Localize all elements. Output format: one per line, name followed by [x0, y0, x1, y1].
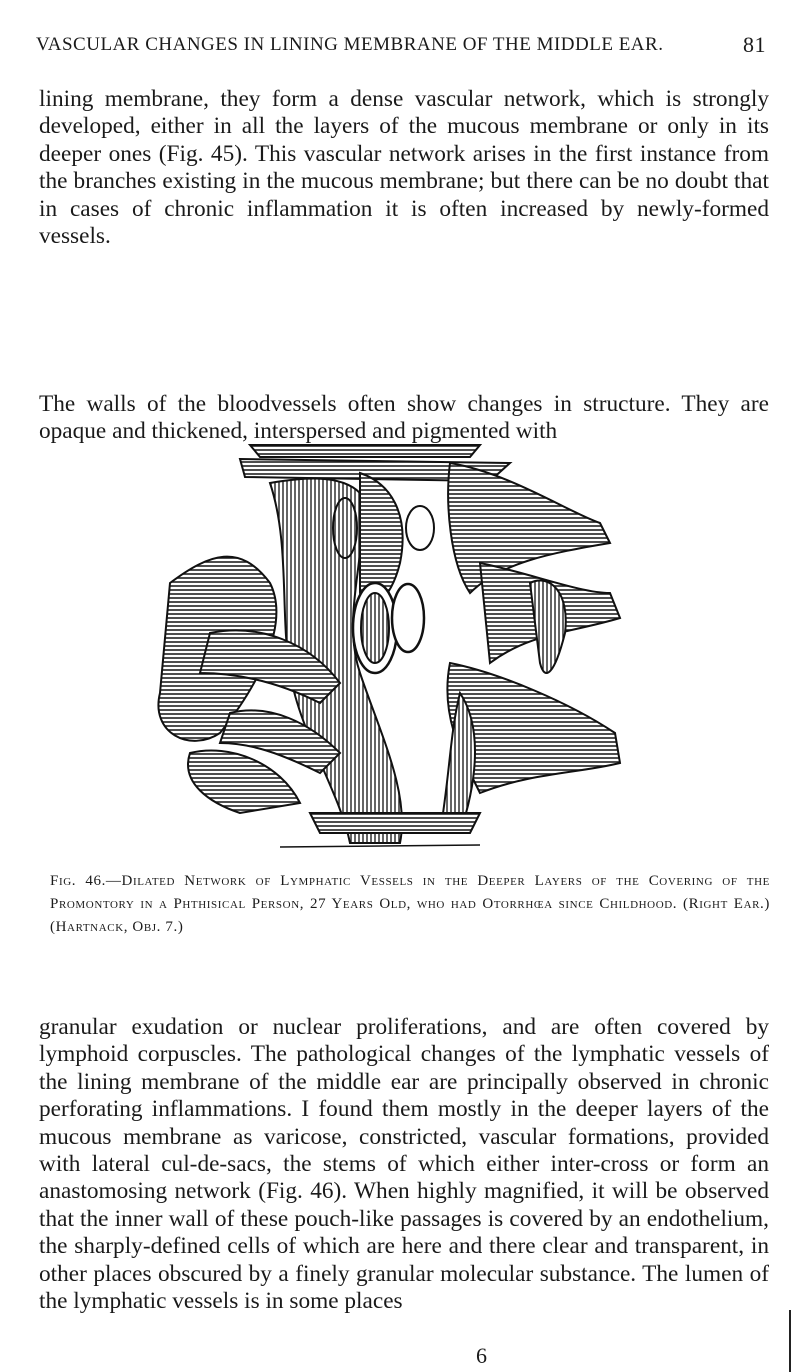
running-head: [36, 34, 766, 56]
figure-caption: Fig. 46.—Dilated Network of Lymphatic Vessels in the Deeper Layers of the Covering of the Promontory in a Phthisical Person, 27 Years Old, who had Otorrhœa since Childhood. (Right Ear.) (Hartnack, Obj. 7.): [50, 873, 770, 935]
lymphatic-vessel-network: [158, 445, 620, 847]
paragraph-vascular-network: lining membrane, they form a dense vascular network, which is strongly developed, either in all the layers of the mucous membrane or only in its deeper ones (Fig. 45). This vascular network arises in the first instance from the branches existing in the mucous membrane; but there can be no doubt that in cases of chronic inflammation it is often increased by newly-formed vessels.: [39, 86, 769, 250]
paragraph-lymphatic-changes: granular exudation or nuclear proliferations, and are often covered by lymphoid corpuscles. The pathological changes of the lymphatic vessels of the lining membrane of the middle ear are principally observed in chronic perforating inflammations. I found them mostly in the deeper layers of the mucous membrane as varicose, constricted, vascular formations, provided with lateral cul-de-sacs, the stems of which either inter-cross or form an anastomosing network (Fig. 46). When highly magnified, it will be observed that the inner wall of these pouch-like passages is covered by an endothelium, the sharply-defined cells of which are here and there clear and transparent, in other places obscured by a finely granular molecular substance. The lumen of the lymphatic vessels is in some places: [39, 1014, 769, 1315]
signature-mark: 6: [476, 1343, 487, 1368]
figure-46-illustration: [150, 433, 630, 853]
page-edge-line: [789, 1310, 791, 1372]
running-head-title: VASCULAR CHANGES IN LINING MEMBRANE OF THE MIDDLE EAR.: [36, 34, 664, 55]
paragraph-bloodvessel-walls: The walls of the bloodvessels often show changes in structure. They are opaque and thickened, interspersed and pigmented with: [39, 391, 769, 445]
page-number: 81: [743, 32, 766, 57]
